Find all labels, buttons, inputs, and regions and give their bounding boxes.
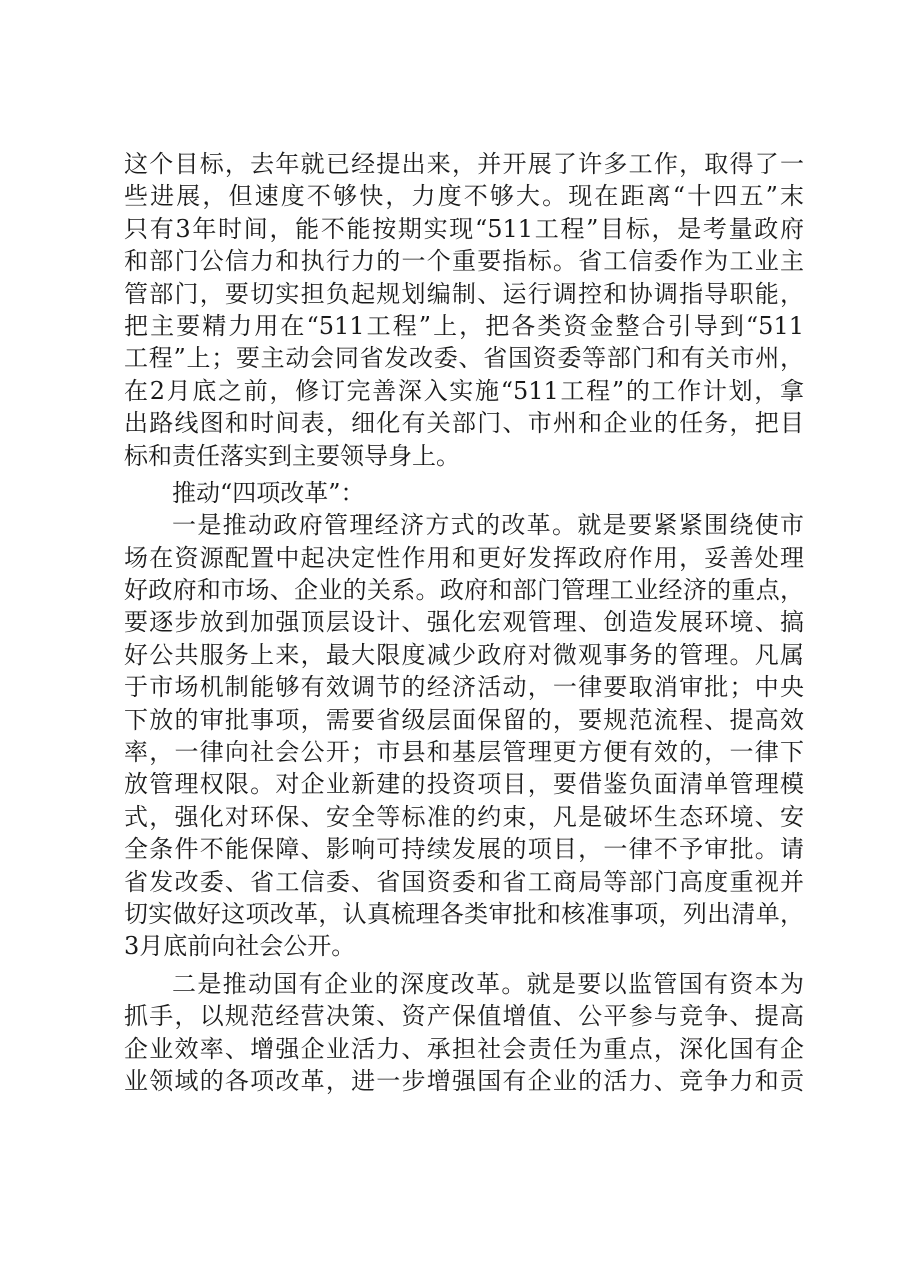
text-line: 全条件不能保障、影响可持续发展的项目，一律不予审批。请 xyxy=(124,835,804,864)
text-line: 下放的审批事项，需要省级层面保留的，要规范流程、提高效 xyxy=(124,705,804,734)
text-line: 出路线图和时间表，细化有关部门、市州和企业的任务，把目 xyxy=(124,409,804,438)
paragraph-first-line: 二是推动国有企业的深度改革。就是要以监管国有资本为 xyxy=(172,969,804,998)
paragraph-first-line: 一是推动政府管理经济方式的改革。就是要紧紧围绕使市 xyxy=(172,511,804,540)
text-line: 式，强化对环保、安全等标准的约束，凡是破坏生态环境、安 xyxy=(124,802,804,831)
text-line: 要逐步放到加强顶层设计、强化宏观管理、创造发展环境、搞 xyxy=(124,608,804,637)
text-line: 工程”上；要主动会同省发改委、省国资委等部门和有关市州， xyxy=(124,344,804,373)
text-line: 标和责任落实到主要领导身上。 xyxy=(124,441,460,470)
text-line: 放管理权限。对企业新建的投资项目，要借鉴负面清单管理模 xyxy=(124,770,804,799)
text-line: 3月底前向社会公开。 xyxy=(124,932,356,961)
text-line: 在2月底之前，修订完善深入实施“511工程”的工作计划，拿 xyxy=(124,376,804,405)
text-line: 把主要精力用在“511工程”上，把各类资金整合引导到“511 xyxy=(124,311,804,340)
text-line: 些进展，但速度不够快，力度不够大。现在距离“十四五”末 xyxy=(124,182,804,211)
text-line: 于市场机制能够有效调节的经济活动，一律要取消审批；中央 xyxy=(124,673,804,702)
text-line: 抓手，以规范经营决策、资产保值增值、公平参与竞争、提高 xyxy=(124,1002,804,1031)
text-line: 这个目标，去年就已经提出来，并开展了许多工作，取得了一 xyxy=(124,150,804,178)
document-body xyxy=(124,148,804,1097)
text-line: 场在资源配置中起决定性作用和更好发挥政府作用，妥善处理 xyxy=(124,543,804,572)
text-line: 切实做好这项改革，认真梳理各类审批和核准事项，列出清单， xyxy=(124,899,804,928)
text-line: 省发改委、省工信委、省国资委和省工商局等部门高度重视并 xyxy=(124,867,804,896)
text-line: 好公共服务上来，最大限度减少政府对微观事务的管理。凡属 xyxy=(124,640,804,669)
section-heading: 推动“四项改革”： xyxy=(172,478,365,507)
text-line: 率，一律向社会公开；市县和基层管理更方便有效的，一律下 xyxy=(124,738,804,767)
text-line: 管部门，要切实担负起规划编制、运行调控和协调指导职能， xyxy=(124,279,804,308)
text-line: 业领域的各项改革，进一步增强国有企业的活力、竞争力和贡 xyxy=(124,1066,804,1095)
text-line: 企业效率、增强企业活力、承担社会责任为重点，深化国有企 xyxy=(124,1034,804,1063)
text-line: 和部门公信力和执行力的一个重要指标。省工信委作为工业主 xyxy=(124,247,804,276)
text-line: 只有3年时间，能不能按期实现“511工程”目标，是考量政府 xyxy=(124,214,804,243)
text-line: 好政府和市场、企业的关系。政府和部门管理工业经济的重点， xyxy=(124,576,804,605)
